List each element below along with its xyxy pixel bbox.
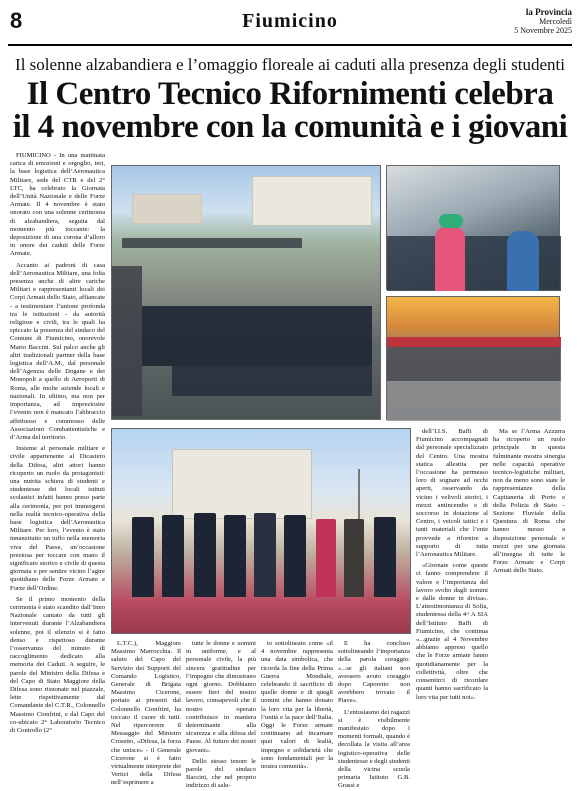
text-column-4 [261, 640, 333, 775]
text-column-5 [338, 640, 410, 790]
photo-students-aircraft [386, 165, 560, 290]
paragraph: tutte le donne e uomini in uniforme, e al personale civile, la più sincera gratitudine per l’impegno che dimostrano ogni giorno. Dobbiamo essere fieri del nostro lavoro, consapevoli che il nostro operato contribuisce in maniera determinante alla sicurezza e alla difesa del Paese. Al futuro dei nostri giovani». [186, 640, 256, 754]
text-column-2 [111, 640, 181, 787]
page-number: 8 [10, 8, 23, 33]
issue-date: 5 Novembre 2025 [514, 26, 572, 35]
paragraph: Accanto ai padroni di casa dell’Aeronautica Militare, una folta presenza anche di altre cariche Militari e rappresentanti locali dei Corpi Armati dello Stato, affiancate - a testimoniare l’unione profonda tra le istituzioni - da autorità religiose e civili, tra le quali ha spiccato la presenza del sindaco del Comune di Fiumicino, onorevole Mario Baccini. Sul palco anche gli altri tradizionali partner della base logistica dell’A.M., dal personale dell’Agenzia delle Dogane e dei Monopoli a quello di Aeroporti di Roma, alle molte aziende locali e nazionali. In ultimo, ma non per importanza, ad impreziosire l’evento non è mancato l’abbraccio affettuoso e commosso delle Associazioni Combattentistiche e d’Arma del territorio. [10, 261, 105, 441]
headline-line-1: Il Centro Tecnico Rifornimenti celebra [26, 76, 554, 112]
paragraph: FIUMICINO - In una mattinata carica di emozioni e orgoglio, ieri, la base logistica dell’Aeronautica Militare, sede del CTR e del 2° LTC, ha celebrato la Giornata dell’Unità Nazionale e delle Forze Armate. Il 4 novembre è stato onorato con una solenne cerimonia di alzabandiera, seguita dal momento più toccante: la deposizione di una corona d’alloro in onore dei caduti delle Forze Armate. [10, 152, 105, 258]
photo-ceremony-overview [111, 165, 381, 420]
text-column-3 [186, 640, 256, 790]
text-column-7 [493, 428, 565, 775]
masthead [514, 8, 572, 35]
page-header [8, 6, 572, 46]
paragraph: Dello stesso tenore le parole del sindaco Baccini, che nel proprio indirizzo di salu- [186, 757, 256, 790]
weekday: Mercoledì [539, 17, 572, 26]
paragraph: E ha concluso sottolineando l’importanza della parola coraggio: «...se gli italiani non avessero avuto coraggio dopo Caporetto non avrebbero trovato il Piave». [338, 640, 410, 705]
paragraph: Insieme al personale militare e civile appartenente al Dicastero della Difesa, altri attori hanno ricoperto un ruolo da protagonisti: una nutrita schiera di studenti e studentesse dei locali istituti scolastici infatti hanno preso parte alla cerimonia, per poi immergersi nella realtà tecnico-operativa della base logistica dell’Aeronautica Militare. Per loro, l’evento è stato innanzitutto un tuffo nella memoria viva del Paese, un’occasione preziosa per toccare con mano il significato storico e civile di questa giornata e per sentire vicino l’agire quotidiano delle Forze Armate e Forze dell’Ordine. [10, 445, 105, 592]
paragraph: Ma se l’Arma Azzurra ha ricoperto un ruolo principale in questa fulminante mostra sinergia nelle capacità operative tecnico-logistiche militari, non da meno sono state le rappresentanze della Capitaneria di Porto e della Polizia di Stato – Sezione Fluviale della Questura di Roma che hanno messo a disposizione personale e mezzi per una giornata all’insegna di tutte le Forze Armate e Corpi Armati dello Stato. [493, 428, 565, 575]
headline-line-2: il 4 novembre con la comunità e i giovani [12, 109, 568, 145]
paragraph: dell’I.I.S. Baffi di Fiumicino accompagnati dal personale specializzato del Centro. Una mostra statica allestita per l’occasione ha permesso loro di sognare ad occhi aperti, osservando da vicino i velivoli storici, i mezzi antincendio e di soccorso in dotazione al Centro, i veicoli tattici e i tanti materiali che l’ente provvede a rifornire a supporto di tutta l’Aeronautica Militare. [416, 428, 488, 559]
article-headline [8, 78, 572, 144]
paragraph: L’entusiasmo dei ragazzi si è visibilmente manifestato dopo i momenti formali, quando è decollata la visita all’area logistico-operativa delle studentesse e degli studenti della vicina scuola primaria Istituto G.B. Grassi e [338, 708, 410, 790]
paragraph: L.T.C.), Maggiore Massimo Marrocchia. Il saluto del Capo del Servizio dei Supporti del Comando Logistico, Generale di Brigata Massimo Cicerone, portato ai presenti dal Colonnello Cionfrini, ha toccato il cuore di tutti. Nel ripercorrere il Messaggio del Ministro Crosetto, «Difesa, la forza che unisce» - il Generale Cicerone si è fatto virtualmente interprete dei Vertici della Difesa nell’esprimere a [111, 640, 181, 787]
photo-students-group [386, 296, 560, 420]
paragraph: «Giornate come queste ci fanno comprendere il valore e l’importanza del lavoro svolto dagli uomini e dalle donne in divisa». L’attestimonianza di Sofia, studentessa della 4^ A SIA dell’Istituto Baffi di Fiumicino, che continua «...grazie al 4 Novembre abbiamo appreso quello che le Forze armate fanno quotidianamente per la collettività, oltre che consentirci di ricordare quanti hanno sacrificato la loro vita per tutti noi». [416, 562, 488, 701]
photo-authorities-salute [111, 428, 411, 634]
paragraph: to sottolineato come «il 4 novembre rappresenta una data simbolica, che ricorda la fine della Prima Guerra Mondiale, celebrando il sacrificio di quelle donne e di quegli uomini che hanno donato la loro vita per la libertà, l’unità e la pace dell’Italia. Oggi le Forze armate continuano ad incarnare quei valori di lealtà, impegno e solidarietà che sono fondamentali per la nostra comunità». [261, 640, 333, 771]
text-column-6 [416, 428, 488, 775]
newspaper-name: la Provincia [525, 7, 572, 17]
paragraph: Se il primo momento della cerimonia è stato scandito dall’Inno Nazionale cantato da tutti gli intervenuti durante l’Alzabandiera solenne, poi il silenzio si è fatto denso e rispettoso durante l’osservanza del minuto di raccoglimento dedicato alla memoria dei Caduti. A seguire, le parole del Ministro della Difesa e del Capo di Stato Maggiore della Difesa sono risuonate nel piazzale, lette rispettivamente dal Comandante del C.T.R., Colonnello Massimo Cionfrini, e dal Capo del co-ubicato 2° Laboratorio Tecnico di Controllo (2° [10, 595, 105, 735]
section-title: Fiumicino [242, 10, 338, 32]
text-column-1 [10, 152, 105, 777]
article-subtitle: Il solenne alzabandiera e l’omaggio floreale ai caduti alla presenza degli studenti [15, 55, 565, 74]
